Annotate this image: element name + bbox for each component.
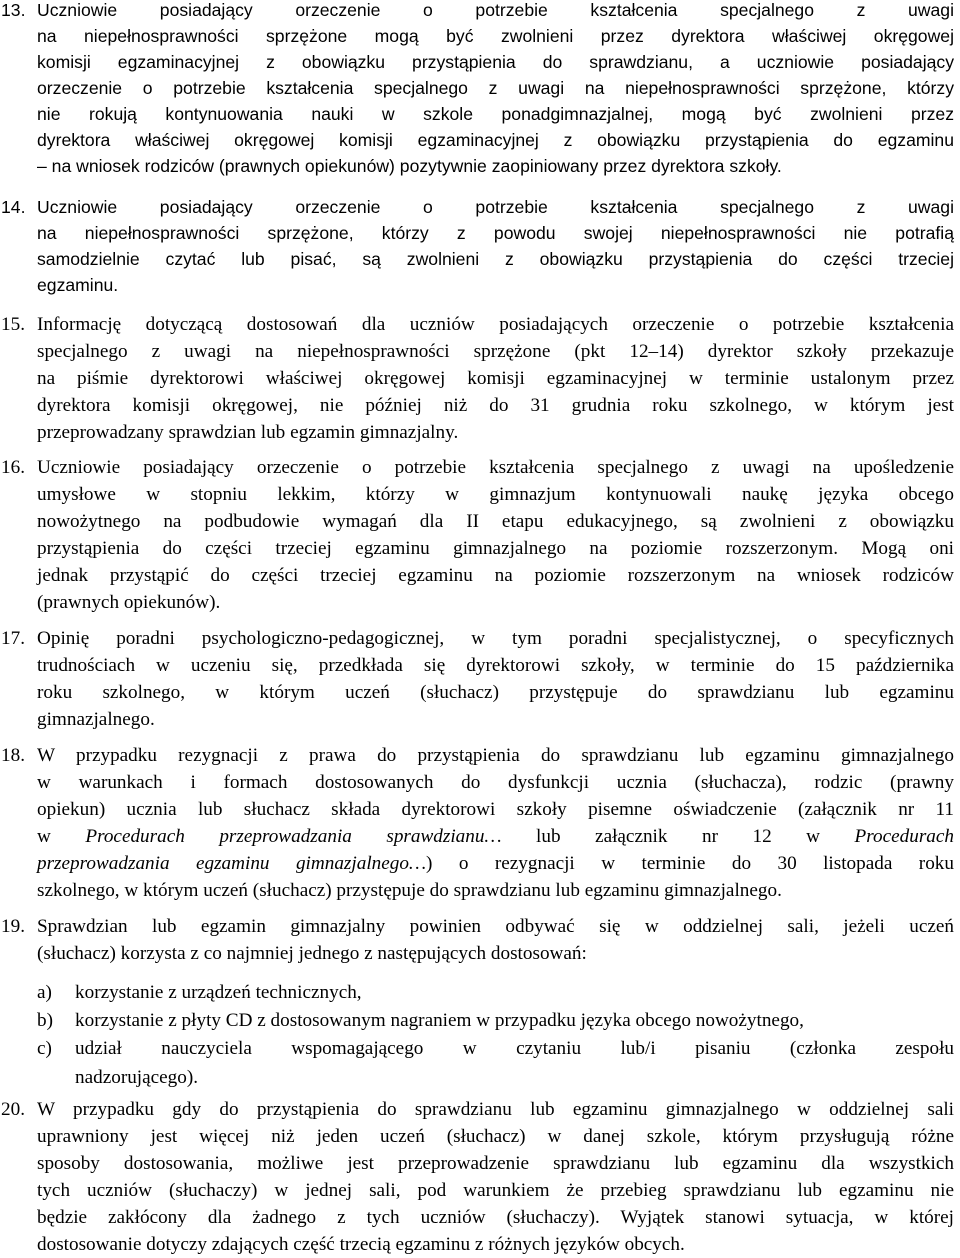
sub-item-letter: a) (37, 982, 52, 1003)
text-line: Informację dotyczącą dostosowań dla uczniów posiadających orzeczenie o potrzebie kształcenia (37, 314, 954, 335)
item-text (37, 311, 954, 446)
text-line: roku szkolnego, w którym uczeń (słuchacz) przystępuje do sprawdzianu lub egzaminu (37, 682, 954, 703)
text-line: Sprawdzian lub egzamin gimnazjalny powinien odbywać się w oddzielnej sali, jeżeli uczeń (37, 916, 954, 937)
item-text (37, 454, 954, 616)
item-number: 17. (1, 628, 25, 649)
sub-item-letter: b) (37, 1010, 53, 1031)
item-number: 18. (1, 745, 25, 766)
text-line: Opinię poradni psychologiczno-pedagogicznej, w tym poradni specjalistycznej, o specyficznych (37, 628, 954, 649)
text-line: W przypadku rezygnacji z prawa do przystąpienia do sprawdzianu lub egzaminu gimnazjalnego (37, 745, 954, 766)
text-line: (prawnych opiekunów). (37, 592, 221, 613)
sub-item-text (75, 978, 954, 1007)
text-line: dyrektora komisji okręgowej, nie później niż do 31 grudnia roku szkolnego, w którym jest (37, 395, 954, 416)
item-text (37, 625, 954, 733)
item-text (37, 913, 954, 967)
item-number: 14. (1, 197, 26, 217)
text-line: na niepełnosprawności sprzężone mogą być zwolnieni przez dyrektora właściwej okręgowej (37, 26, 954, 46)
text-line: jednak przystąpić do części trzeciej egzaminu na poziomie rozszerzonym na wniosek rodziców (37, 565, 954, 586)
text-line: uprawniony jest więcej niż jeden uczeń (słuchacz) w danej szkole, którym przysługują różne (37, 1126, 954, 1147)
text-line: nowożytnego na podbudowie wymagań dla II etapu edukacyjnego, są zwolnieni z obowiązku (37, 511, 954, 532)
text-line: na piśmie dyrektorowi właściwej okręgowej komisji egzaminacyjnej w terminie ustalonym przez (37, 368, 954, 389)
text-line: samodzielnie czytać lub pisać, są zwolnieni z obowiązku przystąpienia do części trzeciej (37, 249, 954, 269)
text-line: przystąpienia do części trzeciej egzaminu gimnazjalnego na poziomie rozszerzonym. Mogą oni (37, 538, 954, 559)
sub-item-text (75, 1006, 954, 1035)
text-line: korzystanie z urządzeń technicznych, (75, 982, 362, 1003)
text-line: nadzorującego). (75, 1067, 199, 1088)
item-text (37, 742, 954, 904)
sub-item-text (75, 1034, 954, 1092)
text-line: przeprowadzany sprawdzian lub egzamin gimnazjalny. (37, 422, 459, 443)
text-line: dostosowanie dotyczy zdających część trzecią egzaminu z różnych języków obcych. (37, 1234, 685, 1255)
sub-item-letter: c) (37, 1038, 52, 1059)
text-line: dyrektora właściwej okręgowej komisji egzaminacyjnej z obowiązku przystąpienia do egzaminu (37, 130, 954, 150)
text-line: komisji egzaminacyjnej z obowiązku przystąpienia do sprawdzianu, a uczniowie posiadający (37, 52, 954, 72)
text-line: Uczniowie posiadający orzeczenie o potrzebie kształcenia specjalnego z uwagi (37, 197, 954, 217)
text-line: nie rokują kontynuowania nauki w szkole ponadgimnazjalnej, mogą być zwolnieni przez (37, 104, 954, 124)
text-line: (słuchacz) korzysta z co najmniej jednego z następujących dostosowań: (37, 943, 587, 964)
item-number: 16. (1, 457, 25, 478)
text-line: umysłowe w stopniu lekkim, którzy w gimnazjum kontynuowali naukę języka obcego (37, 484, 954, 505)
text-line: udział nauczyciela wspomagającego w czytaniu lub/i pisaniu (członka zespołu (75, 1038, 954, 1059)
text-line: sposoby dostosowania, możliwe jest przeprowadzenie sprawdzianu lub egzaminu dla wszystkich (37, 1153, 954, 1174)
text-line: egzaminu. (37, 275, 119, 295)
text-line: na niepełnosprawności sprzężone, którzy z powodu swojej niepełnosprawności nie potrafią (37, 223, 954, 243)
text-line: Uczniowie posiadający orzeczenie o potrzebie kształcenia specjalnego z uwagi (37, 0, 954, 20)
text-line: opiekun) ucznia lub słuchacz składa dyrektorowi szkoły pisemne oświadczenie (załącznik nr 11 (37, 799, 954, 820)
text-line: szkolnego, w którym uczeń (słuchacz) przystępuje do sprawdzianu lub egzaminu gimnazjalnego. (37, 880, 782, 901)
text-line: – na wniosek rodziców (prawnych opiekunów) pozytywnie zaopiniowany przez dyrektora szkoły. (37, 156, 782, 176)
text-line: w Procedurach przeprowadzania sprawdzianu… lub załącznik nr 12 w Procedurach (37, 826, 954, 847)
item-text (37, 194, 954, 298)
text-line: będzie zakłócony dla żadnego z tych uczniów (słuchaczy). Wyjątek stanowi sytuacja, w której (37, 1207, 954, 1228)
text-line: Uczniowie posiadający orzeczenie o potrzebie kształcenia specjalnego z uwagi na upośledzenie (37, 457, 954, 478)
text-line: korzystanie z płyty CD z dostosowanym nagraniem w przypadku języka obcego nowożytnego, (75, 1010, 804, 1031)
item-number: 20. (1, 1099, 25, 1120)
item-number: 19. (1, 916, 25, 937)
text-line: orzeczenie o potrzebie kształcenia specjalnego z uwagi na niepełnosprawności sprzężone, którzy (37, 78, 954, 98)
text-line: trudnościach w uczeniu się, przedkłada się dyrektorowi szkoły, w terminie do 15 października (37, 655, 954, 676)
text-line: w warunkach i formach dostosowanych do dysfunkcji ucznia (słuchacza), rodzic (prawny (37, 772, 954, 793)
item-text (37, 0, 954, 179)
text-line: gimnazjalnego. (37, 709, 155, 730)
text-line: W przypadku gdy do przystąpienia do sprawdzianu lub egzaminu gimnazjalnego w oddzielnej sali (37, 1099, 954, 1120)
item-number: 15. (1, 314, 25, 335)
text-line: specjalnego z uwagi na niepełnosprawności sprzężone (pkt 12–14) dyrektor szkoły przekazuje (37, 341, 954, 362)
text-line: tych uczniów (słuchaczy) w jednej sali, pod warunkiem że przebieg sprawdzianu lub egzaminu nie (37, 1180, 954, 1201)
item-text (37, 1096, 954, 1258)
item-number: 13. (1, 0, 26, 20)
text-line: przeprowadzania egzaminu gimnazjalnego…) o rezygnacji w terminie do 30 listopada roku (37, 853, 954, 874)
